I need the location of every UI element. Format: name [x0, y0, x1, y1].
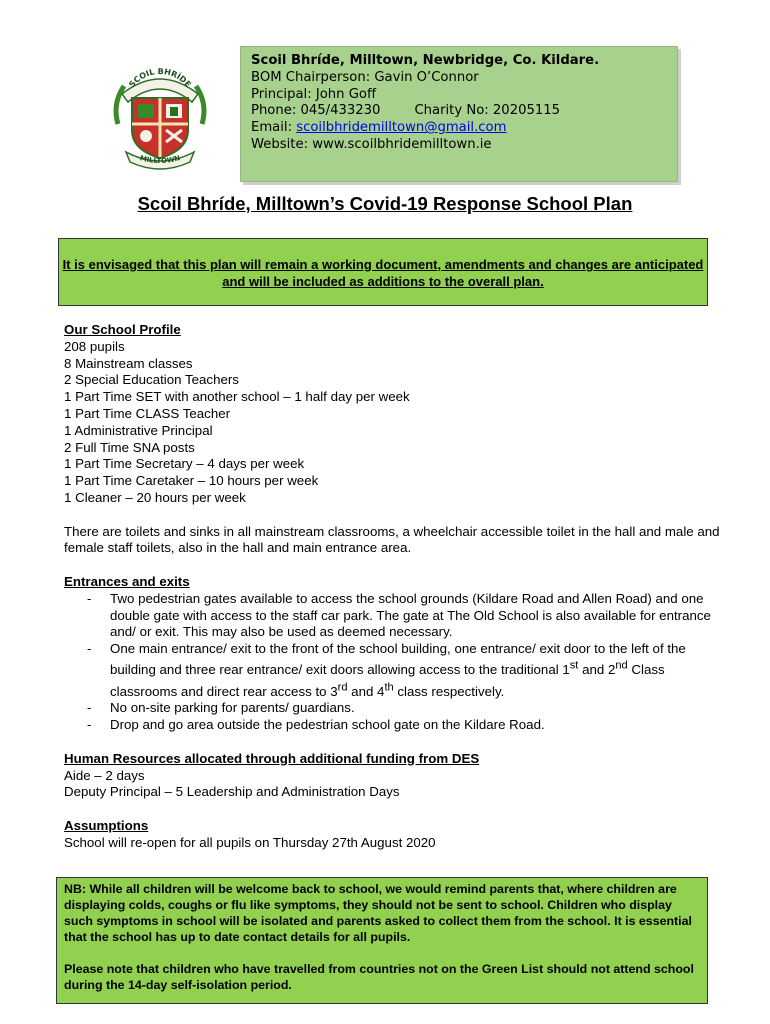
- text-segment: and 4: [347, 683, 385, 699]
- hr-item: Deputy Principal – 5 Leadership and Administration Days: [64, 784, 400, 800]
- text-segment: and 2: [578, 662, 616, 678]
- logo-bottom-text: MILLTOWN: [139, 154, 182, 166]
- profile-item: 1 Part Time Caretaker – 10 hours per week: [64, 473, 319, 489]
- profile-item: 1 Part Time CLASS Teacher: [64, 405, 231, 421]
- dash-bullet: -: [87, 590, 92, 606]
- phone-line: [251, 103, 667, 120]
- superscript: nd: [615, 659, 628, 672]
- logo-top-text: SCOIL BHRÍDE: [127, 66, 193, 90]
- profile-item: 208 pupils: [64, 338, 125, 354]
- email-line: [251, 120, 667, 137]
- website: Website: www.scoilbhridemilltown.ie: [251, 136, 492, 152]
- phone: Phone: 045/433230: [251, 103, 381, 119]
- assumptions-text: School will re-open for all pupils on Thursday 27th August 2020: [64, 834, 436, 850]
- entrance-item-dropoff: Drop and go area outside the pedestrian school gate on the Kildare Road.: [110, 717, 545, 733]
- school-name: Scoil Bhríde, Milltown, Newbridge, Co. Kildare.: [251, 53, 600, 68]
- dash-bullet: -: [87, 641, 92, 657]
- bom-chairperson: BOM Chairperson: Gavin O’Connor: [251, 69, 479, 85]
- dash-bullet: -: [87, 700, 92, 716]
- email-link[interactable]: scoilbhridemilltown@gmail.com: [296, 120, 507, 136]
- text-segment: class respectively.: [393, 683, 505, 699]
- assumptions-heading: Assumptions: [64, 817, 149, 833]
- list-item: [87, 717, 724, 734]
- entrances-list: [64, 591, 724, 734]
- principal: Principal: John Goff: [251, 86, 377, 102]
- superscript: st: [569, 659, 579, 672]
- school-crest-logo: [108, 64, 212, 170]
- profile-item: 1 Administrative Principal: [64, 422, 213, 438]
- profile-item: 1 Cleaner – 20 hours per week: [64, 489, 246, 505]
- page-title: Scoil Bhríde, Milltown’s Covid-19 Response School Plan: [137, 193, 633, 214]
- nb-paragraph-symptoms: NB: While all children will be welcome back to school, we would remind parents that, where children are displaying colds, coughs or flu like symptoms, they should not be sent to school. Children who display such symptoms in school will be isolated and parents asked to collect them from the school. It is essential that the school has up to date contact details for all pupils.: [64, 882, 692, 944]
- main-content: [64, 322, 724, 852]
- profile-heading: Our School Profile: [64, 322, 181, 337]
- profile-item: 1 Part Time SET with another school – 1 half day per week: [64, 389, 410, 405]
- toilets-paragraph: There are toilets and sinks in all mainstream classrooms, a wheelchair accessible toilet in the hall and male and female staff toilets, also in the hall and main entrance area.: [64, 523, 720, 556]
- superscript: th: [384, 681, 394, 694]
- charity-number: Charity No: 20205115: [414, 103, 561, 119]
- profile-item: 1 Part Time Secretary – 4 days per week: [64, 456, 305, 472]
- profile-item: 8 Mainstream classes: [64, 355, 193, 371]
- hr-item: Aide – 2 days: [64, 767, 145, 783]
- list-item: [87, 641, 724, 700]
- contact-box: [240, 46, 678, 182]
- list-item: [87, 590, 724, 641]
- entrances-heading: Entrances and exits: [64, 573, 190, 589]
- entrance-item-doors: [110, 641, 686, 698]
- entrance-item-gates: Two pedestrian gates available to access the school grounds (Kildare Road and Allen Road) and one double gate with access to the staff car park. The gate at The Old School is also available for entrance and/ or exit. This may also be used as deemed necessary.: [110, 590, 711, 640]
- working-document-notice: [58, 238, 708, 306]
- text-segment: One main entrance/ exit to the front of the school building, one entrance/ exit door to the left of the building and three rear entrance/ exit doors allowing access to the traditional 1: [110, 641, 686, 678]
- superscript: rd: [337, 681, 348, 694]
- profile-item: 2 Special Education Teachers: [64, 372, 239, 388]
- nb-notice-box: [56, 877, 708, 1004]
- profile-item: 2 Full Time SNA posts: [64, 439, 195, 455]
- dash-bullet: -: [87, 717, 92, 733]
- list-item: [87, 700, 724, 717]
- nb-paragraph-travel: Please note that children who have travelled from countries not on the Green List should not attend school during the 14-day self-isolation period.: [64, 962, 694, 992]
- email-label: Email:: [251, 120, 297, 136]
- entrance-item-parking: No on-site parking for parents/ guardians.: [110, 700, 355, 716]
- notice-text: It is envisaged that this plan will remain a working document, amendments and changes are anticipated and will be included as additions to the overall plan.: [62, 257, 704, 289]
- text-segment: Class classrooms and direct rear access to 3: [110, 662, 665, 699]
- hr-heading: Human Resources allocated through additional funding from DES: [64, 750, 480, 766]
